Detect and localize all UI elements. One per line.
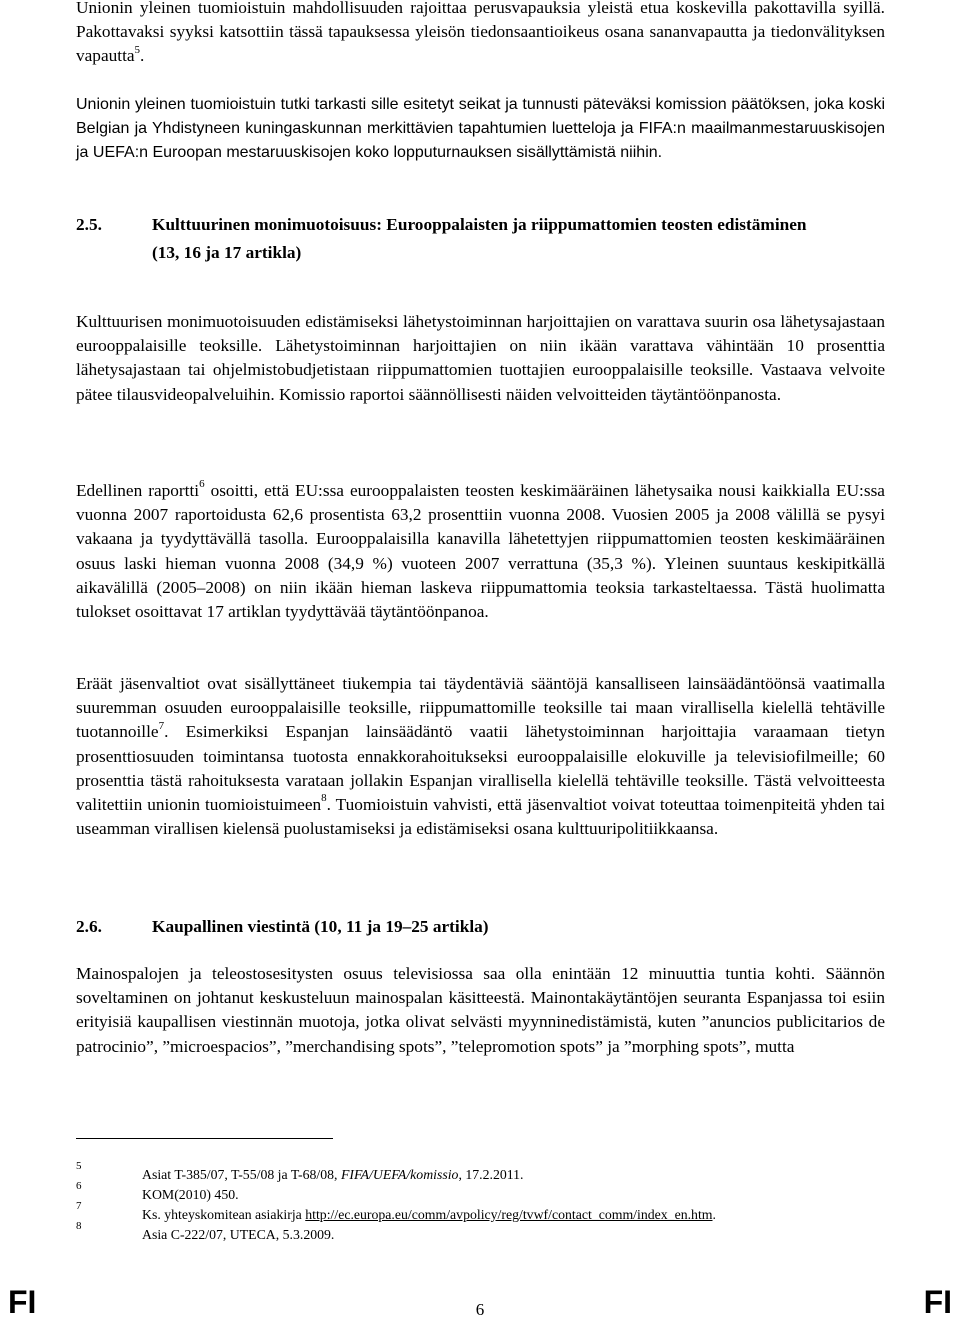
footnote-8	[76, 1220, 335, 1244]
paragraph-1-text: Unionin yleinen tuomioistuin mahdollisuuden rajoittaa perusvapauksia yleistä etua koskevilla pakottavilla syillä. Pakottavaksi syyksi katsottiin tässä tapauksessa yleisön tiedonsaantioikeus osana sananvapautta ja tiedonvälityksen vapautta	[76, 0, 885, 66]
section-title-text: Kulttuurinen monimuotoisuus: Eurooppalaisten ja riippumattomien teosten edistäminen	[152, 215, 807, 234]
footnote-text-a: Asiat T-385/07, T-55/08 ja T-68/08,	[142, 1167, 341, 1182]
footnote-case-name: FIFA/UEFA/komissio	[340, 1167, 459, 1182]
section-heading-2-5	[76, 213, 885, 265]
paragraph-3: Kulttuurisen monimuotoisuuden edistämiseksi lähetystoiminnan harjoittajien on varattava suurin osa lähetysajastaan eurooppalaisille teoksille. Lähetystoiminnan harjoittajien on niin ikään varattava vähintään 10 prosenttia lähetysajastaan tai ohjelmistobudjetistaan riippumattomien tuottajien eurooppalaisille teoksille. Vastaava velvoite pätee tilausvideopalveluihin. Komissio raportoi säännöllisesti näiden velvoitteiden täytäntöönpanosta.	[76, 312, 885, 404]
footer-language-left: FI	[8, 1284, 37, 1320]
footnote-7	[76, 1200, 716, 1224]
footnote-text-b: , 17.2.2011.	[458, 1167, 524, 1182]
footnote-number: 7	[76, 1200, 82, 1212]
footnote-ref-7[interactable]: 7	[158, 719, 165, 732]
section-title	[152, 213, 885, 265]
paragraph-5	[76, 672, 885, 841]
footnote-ref-5[interactable]: 5	[134, 43, 141, 56]
section-number: 2.5.	[76, 215, 102, 234]
footnote-number: 8	[76, 1220, 82, 1232]
paragraph-1	[76, 0, 885, 69]
paragraph-2: Unionin yleinen tuomioistuin tutki tarkasti sille esitetyt seikat ja tunnusti päteväksi komission päätöksen, joka koski Belgian ja Yhdistyneen kuningaskunnan merkittävien tapahtumien luetteloja ja FIFA:n maailmanmestaruuskisojen ja UEFA:n Euroopan mestaruuskisojen koko lopputurnauksen sisällyttämistä niihin.	[76, 96, 885, 162]
section-subtitle: (13, 16 ja 17 artikla)	[152, 243, 302, 263]
footnote-text-b: .	[712, 1207, 716, 1222]
section-heading-2-6	[76, 915, 885, 939]
footnote-text	[142, 1206, 716, 1224]
page-number: 6	[475, 1300, 485, 1319]
footnote-text	[142, 1166, 524, 1184]
footnote-ref-8[interactable]: 8	[321, 792, 327, 805]
footnote-separator	[76, 1138, 333, 1139]
footnote-link[interactable]: http://ec.europa.eu/comm/avpolicy/reg/tvwf/contact_comm/index_en.htm	[305, 1207, 713, 1222]
footnote-ref-6[interactable]: 6	[199, 478, 205, 491]
paragraph-5-end: . Tuomioistuin vahvisti, että jäsenvaltiot voivat toteuttaa toimenpiteitä yhden tai useamman virallisen kielensä puolustamiseksi ja edistämiseksi osana kulttuuripolitiikkaansa.	[76, 795, 885, 839]
paragraph-6: Mainospalojen ja teleostosesitysten osuus televisiossa saa olla enintään 12 minuuttia tuntia kohti. Säännön soveltaminen on johtanut keskusteluun mainospalan käsitteestä. Mainontakäytäntöjen seuranta Espanjassa toi esiin erityisiä kaupallisen viestinnän muotoja, jotka olivat selvästi myynninedistämistä, kuten ”anuncios publicitarios de patrocinio”, ”microespacios”, ”merchandising spots”, ”telepromotion spots” ja ”morphing spots”, mutta	[76, 964, 885, 1056]
footnote-5	[76, 1160, 524, 1184]
paragraph-5-middle: . Esimerkiksi Espanjan lainsäädäntö vaatii lähetystoiminnan harjoittajia varaamaan tietyn prosenttiosuuden toimintansa tuotosta ennakkorahoitukseksi eurooppalaisille elokuville ja televisiofilmeille; 60 prosenttia tästä rahoituksesta varataan jollakin Espanjan virallisella kielellä tehtäville teoksille. Tästä velvoitteesta valitettiin unionin tuomioistuimeen	[76, 722, 885, 815]
footnote-number: 5	[76, 1160, 82, 1172]
paragraph-5-start: Eräät jäsenvaltiot ovat sisällyttäneet tiukempia tai täydentäviä sääntöjä kansalliseen lainsäädäntöönsä vaatimalla suuremman osuuden eurooppalaisille teoksille, riippumattomille teoksille tai maan virallisella kielellä tehtäville tuotannoille	[76, 674, 885, 742]
footnote-text: KOM(2010) 450.	[142, 1187, 239, 1202]
paragraph-1-end: .	[140, 46, 145, 66]
section-title: Kaupallinen viestintä (10, 11 ja 19–25 artikla)	[152, 917, 489, 936]
paragraph-4-start: Edellinen raportti	[76, 481, 200, 500]
footnote-number: 6	[76, 1180, 82, 1192]
footer-language-right: FI	[923, 1284, 952, 1320]
footnote-text: Asia C-222/07, UTECA, 5.3.2009.	[142, 1227, 335, 1242]
paragraph-4	[76, 479, 885, 624]
paragraph-4-text: osoitti, että EU:ssa eurooppalaisten teosten keskimääräinen lähetysaika nousi kaikkialla EU:ssa vuonna 2007 raportoidusta 62,6 prosentista 63,2 prosenttiin vuonna 2008. Vuosien 2005 ja 2008 välillä se pysyi vakaana ja tyydyttävällä tasolla. Eurooppalaisilla kanavilla lähetettyjen riippumattomien teosten keskimääräinen osuus laski hieman vuonna 2008 (34,9 %) vuoteen 2007 verrattuna (35,3 %). Yleinen suuntaus keskipitkällä aikavälillä (2005–2008) on niin ikään hieman laskeva riippumattomia teoksia tarkasteltaessa. Tästä huolimatta tulokset osoittavat 17 artiklan tyydyttävää täytäntöönpanoa.	[76, 481, 885, 622]
section-number: 2.6.	[76, 917, 102, 936]
footnote-text-a: Ks. yhteyskomitean asiakirja	[142, 1207, 306, 1222]
